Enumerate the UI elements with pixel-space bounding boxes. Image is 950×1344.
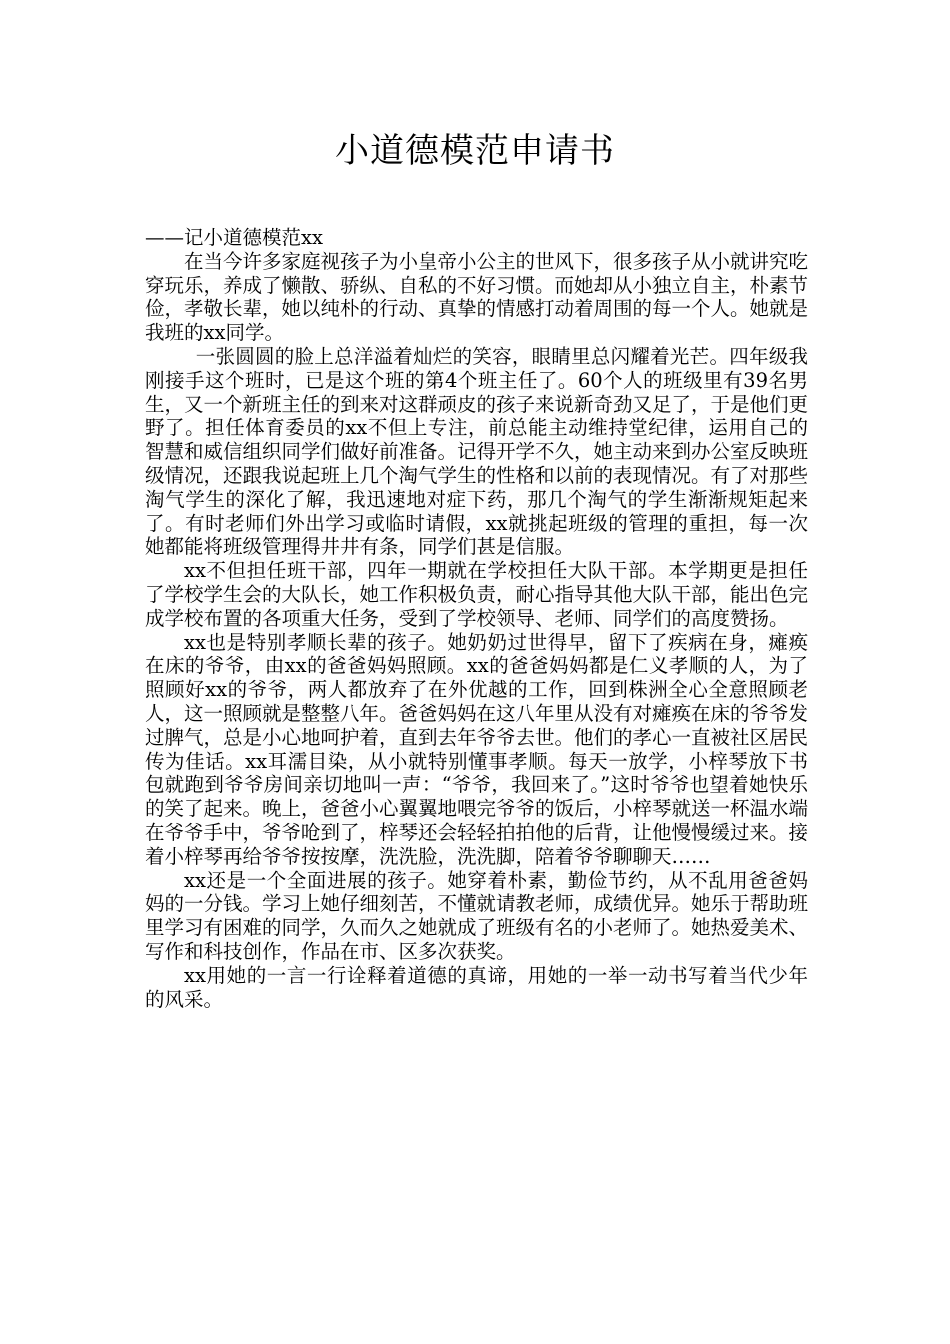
paragraph-intro: 在当今许多家庭视孩子为小皇帝小公主的世风下，很多孩子从小就讲究吃穿玩乐，养成了懒散、骄纵、自私的不好习惯。而她却从小独立自主，朴素节俭，孝敬长辈，她以纯朴的行动、真挚的情感打动着周围的每一个人。她就是我班的xx同学。	[145, 249, 809, 345]
document-title: 小道德模范申请书	[335, 131, 615, 171]
paragraph-brigade-cadre: xx不但担任班干部，四年一期就在学校担任大队干部。本学期更是担任了学校学生会的大队长，她工作积极负责，耐心指导其他大队干部，能出色完成学校布置的各项重大任务，受到了学校领导、老师、同学们的高度赞扬。	[145, 559, 809, 630]
paragraph-filial-piety: xx也是特别孝顺长辈的孩子。她奶奶过世得早，留下了疾病在身，瘫痪在床的爷爷，由xx的爸爸妈妈照顾。xx的爸爸妈妈都是仁义孝顺的人，为了照顾好xx的爷爷，两人都放弃了在外优越的工作，回到株洲全心全意照顾老人，这一照顾就是整整八年。爸爸妈妈在这八年里从没有对瘫痪在床的爷爷发过脾气，总是小心地呵护着，直到去年爷爷去世。他们的孝心一直被社区居民传为佳话。xx耳濡目染，从小就特别懂事孝顺。每天一放学，小梓琴放下书包就跑到爷爷房间亲切地叫一声：“爷爷，我回来了。”这时爷爷也望着她快乐的笑了起来。晚上，爸爸小心翼翼地喂完爷爷的饭后，小梓琴就送一杯温水端在爷爷手中，爷爷呛到了，梓琴还会轻轻拍拍他的后背，让他慢慢缓过来。接着小梓琴再给爷爷按按摩，洗洗脸，洗洗脚，陪着爷爷聊聊天……	[145, 630, 809, 868]
document-body	[145, 226, 808, 1011]
paragraph-class-leader: 一张圆圆的脸上总洋溢着灿烂的笑容，眼睛里总闪耀着光芒。四年级我刚接手这个班时，已是这个班的第4个班主任了。60个人的班级里有39名男生，又一个新班主任的到来对这群顽皮的孩子来说新奇劲又足了，于是他们更野了。担任体育委员的xx不但上专注，前总能主动维持堂纪律，运用自己的智慧和威信组织同学们做好前准备。记得开学不久，她主动来到办公室反映班级情况，还跟我说起班上几个淘气学生的性格和以前的表现情况。有了对那些淘气学生的深化了解，我迅速地对症下药，那几个淘气的学生渐渐规矩起来了。有时老师们外出学习或临时请假，xx就挑起班级的管理的重担，每一次她都能将班级管理得井井有条，同学们甚是信服。	[145, 344, 809, 559]
paragraph-all-round: xx还是一个全面进展的孩子。她穿着朴素，勤俭节约，从不乱用爸爸妈妈的一分钱。学习上她仔细刻苦，不懂就请教老师，成绩优异。她乐于帮助班里学习有困难的同学，久而久之她就成了班级有名的小老师了。她热爱美术、写作和科技创作，作品在市、区多次获奖。	[145, 868, 809, 963]
paragraph-conclusion: xx用她的一言一行诠释着道德的真谛，用她的一举一动书写着当代少年的风采。	[145, 963, 808, 1011]
document-subtitle: ——记小道德模范xx	[145, 226, 323, 249]
